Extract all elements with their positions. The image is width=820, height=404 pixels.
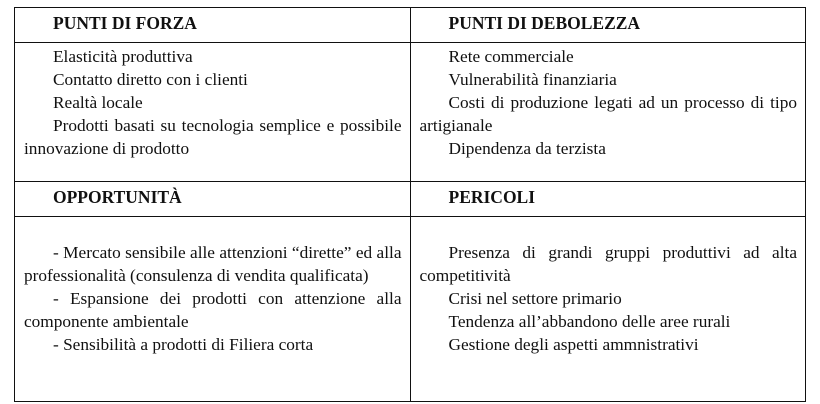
strengths-list [15,43,410,160]
threat-item: Crisi nel settore primario [448,289,622,309]
body-row-top [15,43,806,181]
opportunities-header-cell [15,181,411,216]
body-row-bottom [15,217,806,402]
strengths-title: PUNTI DI FORZA [53,13,197,33]
opportunity-item: - Espansione dei prodotti con attenzione alla componente ambientale [24,289,402,332]
weakness-item: Dipendenza da terzista [448,139,606,159]
weaknesses-cell [410,43,806,181]
threats-header-cell [410,181,806,216]
threats-cell [410,217,806,402]
header-row-bottom [15,181,806,216]
swot-table [14,7,806,402]
weaknesses-header-cell [410,8,806,43]
strengths-cell [15,43,411,181]
weakness-item: Rete commerciale [448,47,574,67]
threats-title: PERICOLI [448,186,536,207]
header-row-top [15,8,806,43]
opportunity-item: - Sensibilità a prodotti di Filiera corta [53,335,314,355]
strength-item: Realtà locale [53,93,143,113]
weaknesses-title: PUNTI DI DEBOLEZZA [448,13,641,33]
opportunities-cell [15,217,411,402]
strength-item: Contatto diretto con i clienti [53,70,248,90]
threat-item: Gestione degli aspetti ammnistrativi [448,335,699,355]
strength-item: Prodotti basati su tecnologia semplice e possibile innovazione di prodotto [24,116,402,159]
strengths-header-cell [15,8,411,43]
opportunities-list [15,217,410,356]
opportunity-item: - Mercato sensibile alle attenzioni “dirette” ed alla professionalità (consulenza di vendita qualificata) [24,243,402,286]
threat-item: Presenza di grandi gruppi produttivi ad alta competitività [419,243,797,286]
opportunities-title: OPPORTUNITÀ [53,186,182,207]
strength-item: Elasticità produttiva [53,47,193,67]
threat-item: Tendenza all’abbandono delle aree rurali [448,312,731,332]
weaknesses-list [411,43,806,160]
weakness-item: Costi di produzione legati ad un processo di tipo artigianale [419,93,797,136]
threats-list [411,217,806,356]
weakness-item: Vulnerabilità finanziaria [448,70,617,90]
